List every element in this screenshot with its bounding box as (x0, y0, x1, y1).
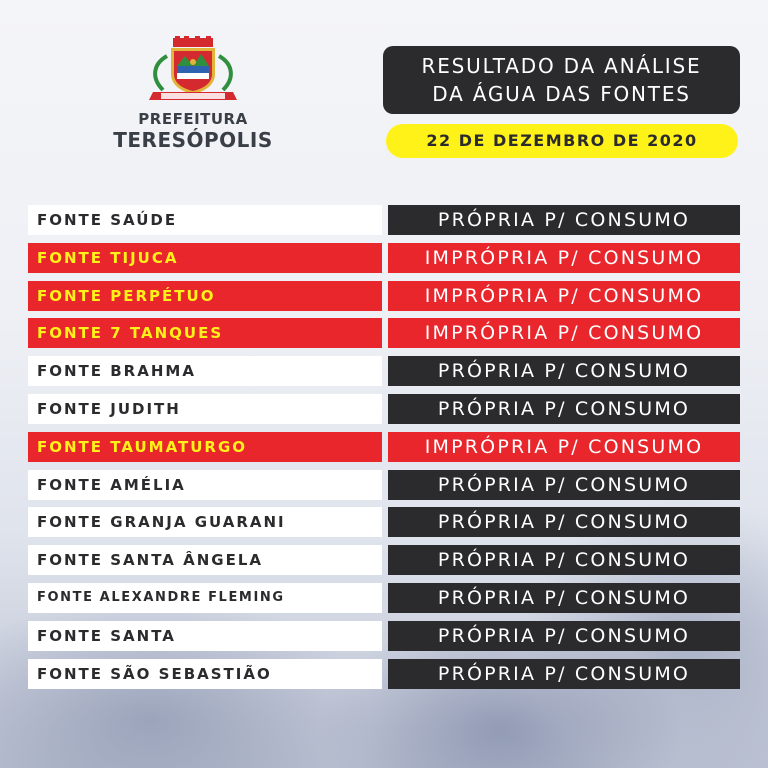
status-proper: PRÓPRIA P/ CONSUMO (388, 583, 740, 613)
status-proper: PRÓPRIA P/ CONSUMO (388, 205, 740, 235)
title-line-1: RESULTADO DA ANÁLISE (421, 54, 702, 78)
status-proper: PRÓPRIA P/ CONSUMO (388, 545, 740, 575)
fountain-name: FONTE BRAHMA (28, 356, 382, 386)
fountain-name: FONTE TAUMATURGO (28, 432, 382, 462)
result-row (28, 281, 740, 311)
result-row (28, 356, 740, 386)
logo-line-teresopolis: TERESÓPOLIS (113, 128, 273, 152)
result-row (28, 507, 740, 537)
result-row (28, 470, 740, 500)
status-proper: PRÓPRIA P/ CONSUMO (388, 621, 740, 651)
fountain-name: FONTE ALEXANDRE FLEMING (28, 583, 382, 613)
result-row (28, 243, 740, 273)
result-row (28, 659, 740, 689)
title-line-2: DA ÁGUA DAS FONTES (432, 82, 691, 106)
status-improper: IMPRÓPRIA P/ CONSUMO (388, 318, 740, 348)
fountain-name: FONTE 7 TANQUES (28, 318, 382, 348)
result-row (28, 545, 740, 575)
status-improper: IMPRÓPRIA P/ CONSUMO (388, 281, 740, 311)
fountain-name: FONTE GRANJA GUARANI (28, 507, 382, 537)
title-box (383, 46, 740, 114)
status-proper: PRÓPRIA P/ CONSUMO (388, 659, 740, 689)
logo-line-prefeitura: PREFEITURA (138, 110, 248, 128)
fountain-name: FONTE JUDITH (28, 394, 382, 424)
fountain-name: FONTE TIJUCA (28, 243, 382, 273)
result-row (28, 394, 740, 424)
fountain-results-list (28, 205, 740, 696)
city-crest-icon (137, 36, 249, 106)
status-proper: PRÓPRIA P/ CONSUMO (388, 470, 740, 500)
status-proper: PRÓPRIA P/ CONSUMO (388, 356, 740, 386)
date-badge: 22 DE DEZEMBRO DE 2020 (386, 124, 738, 158)
status-improper: IMPRÓPRIA P/ CONSUMO (388, 432, 740, 462)
status-improper: IMPRÓPRIA P/ CONSUMO (388, 243, 740, 273)
prefeitura-logo (98, 36, 288, 152)
status-proper: PRÓPRIA P/ CONSUMO (388, 507, 740, 537)
result-row (28, 583, 740, 613)
fountain-name: FONTE PERPÉTUO (28, 281, 382, 311)
result-row (28, 432, 740, 462)
result-row (28, 318, 740, 348)
fountain-name: FONTE SANTA (28, 621, 382, 651)
status-proper: PRÓPRIA P/ CONSUMO (388, 394, 740, 424)
fountain-name: FONTE SAÚDE (28, 205, 382, 235)
result-row (28, 205, 740, 235)
result-row (28, 621, 740, 651)
fountain-name: FONTE SÃO SEBASTIÃO (28, 659, 382, 689)
fountain-name: FONTE AMÉLIA (28, 470, 382, 500)
fountain-name: FONTE SANTA ÂNGELA (28, 545, 382, 575)
